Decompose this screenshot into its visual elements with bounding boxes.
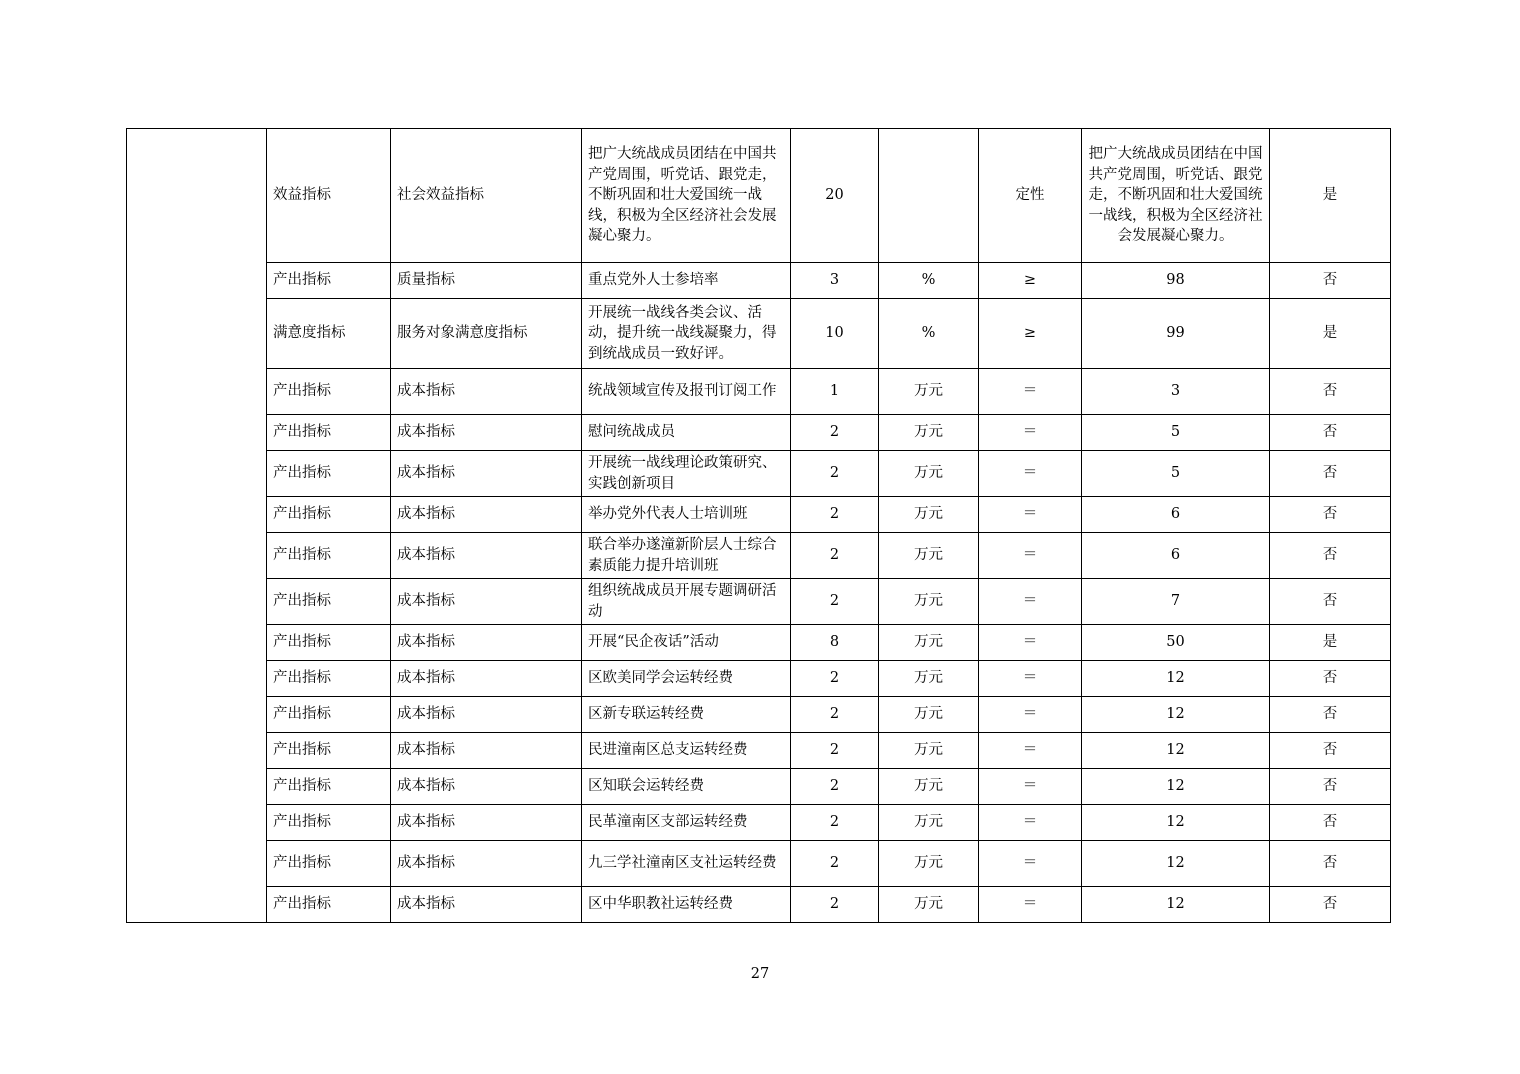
operator-cell: ＝ — [979, 805, 1082, 841]
unit-cell: 万元 — [879, 497, 979, 533]
operator-cell: ＝ — [979, 733, 1082, 769]
level3-indicator-cell: 组织统战成员开展专题调研活动 — [582, 579, 791, 625]
unit-cell: 万元 — [879, 533, 979, 579]
weight-cell: 1 — [791, 369, 879, 415]
weight-cell: 2 — [791, 769, 879, 805]
level3-indicator-cell: 慰问统战成员 — [582, 415, 791, 451]
table-row — [127, 129, 1391, 263]
core-indicator-cell: 否 — [1270, 805, 1391, 841]
unit-cell: 万元 — [879, 805, 979, 841]
operator-cell: ≥ — [979, 299, 1082, 369]
target-value-cell: 把广大统战成员团结在中国共产党周围，听党话、跟党走，不断巩固和壮大爱国统一战线，积极为全区经济社会发展凝心聚力。 — [1082, 129, 1270, 263]
level1-indicator-cell: 产出指标 — [267, 887, 391, 923]
weight-cell: 2 — [791, 697, 879, 733]
operator-cell: ＝ — [979, 625, 1082, 661]
weight-cell: 20 — [791, 129, 879, 263]
core-indicator-cell: 否 — [1270, 415, 1391, 451]
table-row — [127, 697, 1391, 733]
core-indicator-cell: 否 — [1270, 841, 1391, 887]
target-value-cell: 12 — [1082, 769, 1270, 805]
level1-indicator-cell: 产出指标 — [267, 451, 391, 497]
weight-cell: 2 — [791, 841, 879, 887]
core-indicator-cell: 否 — [1270, 769, 1391, 805]
unit-cell: 万元 — [879, 369, 979, 415]
weight-cell: 2 — [791, 661, 879, 697]
level1-indicator-cell: 产出指标 — [267, 733, 391, 769]
table-row — [127, 841, 1391, 887]
weight-cell: 2 — [791, 887, 879, 923]
table-row — [127, 579, 1391, 625]
level3-indicator-cell: 统战领域宣传及报刊订阅工作 — [582, 369, 791, 415]
level3-indicator-cell: 区中华职教社运转经费 — [582, 887, 791, 923]
weight-cell: 2 — [791, 451, 879, 497]
level2-indicator-cell: 成本指标 — [391, 887, 582, 923]
table-row — [127, 887, 1391, 923]
target-value-cell: 6 — [1082, 497, 1270, 533]
level1-indicator-cell: 产出指标 — [267, 841, 391, 887]
target-value-cell: 99 — [1082, 299, 1270, 369]
target-value-cell: 7 — [1082, 579, 1270, 625]
target-value-cell: 12 — [1082, 805, 1270, 841]
level2-indicator-cell: 成本指标 — [391, 415, 582, 451]
level2-indicator-cell: 成本指标 — [391, 841, 582, 887]
level1-indicator-cell: 产出指标 — [267, 625, 391, 661]
table-row — [127, 497, 1391, 533]
level2-indicator-cell: 成本指标 — [391, 497, 582, 533]
operator-cell: ＝ — [979, 769, 1082, 805]
level2-indicator-cell: 服务对象满意度指标 — [391, 299, 582, 369]
table-row — [127, 369, 1391, 415]
unit-cell: 万元 — [879, 451, 979, 497]
table-row — [127, 263, 1391, 299]
operator-cell: 定性 — [979, 129, 1082, 263]
table-row — [127, 661, 1391, 697]
unit-cell: 万元 — [879, 887, 979, 923]
operator-cell: ＝ — [979, 697, 1082, 733]
level2-indicator-cell: 质量指标 — [391, 263, 582, 299]
operator-cell: ≥ — [979, 263, 1082, 299]
table-row — [127, 299, 1391, 369]
target-value-cell: 12 — [1082, 887, 1270, 923]
unit-cell: 万元 — [879, 415, 979, 451]
level2-indicator-cell: 成本指标 — [391, 697, 582, 733]
weight-cell: 3 — [791, 263, 879, 299]
unit-cell: 万元 — [879, 579, 979, 625]
unit-cell: % — [879, 299, 979, 369]
level3-indicator-cell: 开展统一战线理论政策研究、实践创新项目 — [582, 451, 791, 497]
core-indicator-cell: 是 — [1270, 299, 1391, 369]
target-value-cell: 12 — [1082, 733, 1270, 769]
target-value-cell: 5 — [1082, 451, 1270, 497]
weight-cell: 8 — [791, 625, 879, 661]
weight-cell: 2 — [791, 579, 879, 625]
level3-indicator-cell: 民革潼南区支部运转经费 — [582, 805, 791, 841]
target-value-cell: 12 — [1082, 841, 1270, 887]
operator-cell: ＝ — [979, 841, 1082, 887]
level2-indicator-cell: 成本指标 — [391, 661, 582, 697]
unit-cell — [879, 129, 979, 263]
level2-indicator-cell: 成本指标 — [391, 625, 582, 661]
level3-indicator-cell: 开展统一战线各类会议、活动，提升统一战线凝聚力，得到统战成员一致好评。 — [582, 299, 791, 369]
table-row — [127, 415, 1391, 451]
target-value-cell: 12 — [1082, 661, 1270, 697]
core-indicator-cell: 否 — [1270, 263, 1391, 299]
unit-cell: % — [879, 263, 979, 299]
performance-indicator-table — [126, 128, 1391, 923]
level1-indicator-cell: 产出指标 — [267, 497, 391, 533]
level2-indicator-cell: 成本指标 — [391, 805, 582, 841]
unit-cell: 万元 — [879, 625, 979, 661]
level3-indicator-cell: 区新专联运转经费 — [582, 697, 791, 733]
level2-indicator-cell: 社会效益指标 — [391, 129, 582, 263]
table-row — [127, 533, 1391, 579]
level3-indicator-cell: 开展“民企夜话”活动 — [582, 625, 791, 661]
unit-cell: 万元 — [879, 769, 979, 805]
operator-cell: ＝ — [979, 533, 1082, 579]
table-row — [127, 769, 1391, 805]
operator-cell: ＝ — [979, 451, 1082, 497]
level3-indicator-cell: 区知联会运转经费 — [582, 769, 791, 805]
unit-cell: 万元 — [879, 661, 979, 697]
level2-indicator-cell: 成本指标 — [391, 769, 582, 805]
target-value-cell: 3 — [1082, 369, 1270, 415]
core-indicator-cell: 否 — [1270, 697, 1391, 733]
core-indicator-cell: 否 — [1270, 733, 1391, 769]
target-value-cell: 5 — [1082, 415, 1270, 451]
core-indicator-cell: 否 — [1270, 579, 1391, 625]
level1-indicator-cell: 产出指标 — [267, 805, 391, 841]
table-row — [127, 451, 1391, 497]
table-row — [127, 805, 1391, 841]
level1-indicator-cell: 产出指标 — [267, 697, 391, 733]
level1-indicator-cell: 产出指标 — [267, 415, 391, 451]
level3-indicator-cell: 把广大统战成员团结在中国共产党周围，听党话、跟党走，不断巩固和壮大爱国统一战线，积极为全区经济社会发展凝心聚力。 — [582, 129, 791, 263]
table-body — [127, 129, 1391, 923]
weight-cell: 2 — [791, 415, 879, 451]
core-indicator-cell: 否 — [1270, 497, 1391, 533]
operator-cell: ＝ — [979, 661, 1082, 697]
operator-cell: ＝ — [979, 369, 1082, 415]
core-indicator-cell: 是 — [1270, 129, 1391, 263]
level1-indicator-cell: 效益指标 — [267, 129, 391, 263]
level3-indicator-cell: 联合举办遂潼新阶层人士综合素质能力提升培训班 — [582, 533, 791, 579]
level3-indicator-cell: 区欧美同学会运转经费 — [582, 661, 791, 697]
weight-cell: 2 — [791, 805, 879, 841]
weight-cell: 2 — [791, 497, 879, 533]
level2-indicator-cell: 成本指标 — [391, 579, 582, 625]
merged-project-cell — [127, 129, 267, 923]
level2-indicator-cell: 成本指标 — [391, 369, 582, 415]
core-indicator-cell: 否 — [1270, 887, 1391, 923]
target-value-cell: 98 — [1082, 263, 1270, 299]
level3-indicator-cell: 民进潼南区总支运转经费 — [582, 733, 791, 769]
target-value-cell: 50 — [1082, 625, 1270, 661]
core-indicator-cell: 否 — [1270, 533, 1391, 579]
level3-indicator-cell: 重点党外人士参培率 — [582, 263, 791, 299]
page-number: 27 — [750, 966, 770, 982]
level1-indicator-cell: 产出指标 — [267, 263, 391, 299]
operator-cell: ＝ — [979, 887, 1082, 923]
core-indicator-cell: 否 — [1270, 661, 1391, 697]
table-row — [127, 625, 1391, 661]
core-indicator-cell: 是 — [1270, 625, 1391, 661]
unit-cell: 万元 — [879, 841, 979, 887]
target-value-cell: 12 — [1082, 697, 1270, 733]
weight-cell: 10 — [791, 299, 879, 369]
core-indicator-cell: 否 — [1270, 451, 1391, 497]
operator-cell: ＝ — [979, 497, 1082, 533]
core-indicator-cell: 否 — [1270, 369, 1391, 415]
table-row — [127, 733, 1391, 769]
level2-indicator-cell: 成本指标 — [391, 533, 582, 579]
unit-cell: 万元 — [879, 733, 979, 769]
level1-indicator-cell: 产出指标 — [267, 533, 391, 579]
weight-cell: 2 — [791, 533, 879, 579]
level1-indicator-cell: 产出指标 — [267, 661, 391, 697]
operator-cell: ＝ — [979, 415, 1082, 451]
weight-cell: 2 — [791, 733, 879, 769]
level1-indicator-cell: 产出指标 — [267, 579, 391, 625]
level1-indicator-cell: 满意度指标 — [267, 299, 391, 369]
unit-cell: 万元 — [879, 697, 979, 733]
level3-indicator-cell: 九三学社潼南区支社运转经费 — [582, 841, 791, 887]
target-value-cell: 6 — [1082, 533, 1270, 579]
level3-indicator-cell: 举办党外代表人士培训班 — [582, 497, 791, 533]
level1-indicator-cell: 产出指标 — [267, 769, 391, 805]
level1-indicator-cell: 产出指标 — [267, 369, 391, 415]
level2-indicator-cell: 成本指标 — [391, 451, 582, 497]
operator-cell: ＝ — [979, 579, 1082, 625]
level2-indicator-cell: 成本指标 — [391, 733, 582, 769]
